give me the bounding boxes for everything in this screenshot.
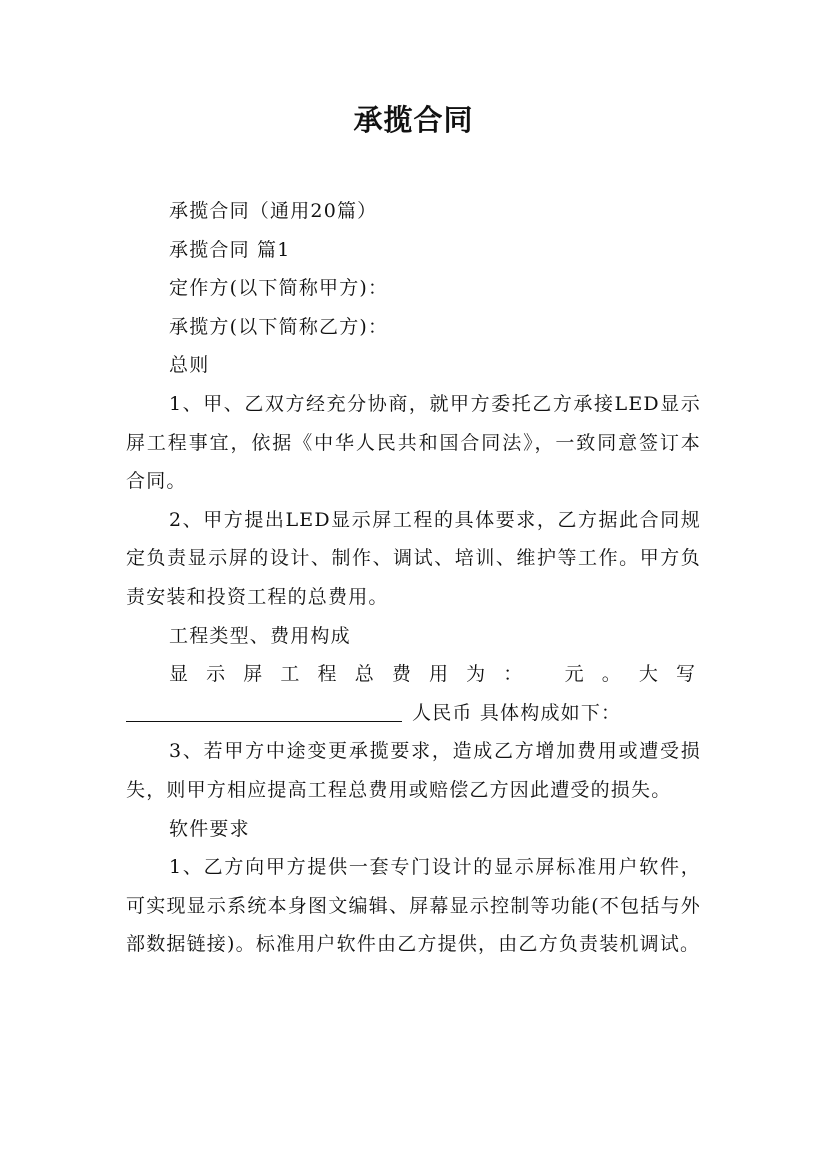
- paragraph-software-clause-1: 1、乙方向甲方提供一套专门设计的显示屏标准用户软件，可实现显示系统本身图文编辑、屏幕显示控制等功能(不包括与外部数据链接)。标准用户软件由乙方提供，由乙方负责装机调试。: [126, 856, 701, 956]
- paragraph-clause-1: 1、甲、乙双方经充分协商，就甲方委托乙方承接LED显示屏工程事宜，依据《中华人民共和国合同法》，一致同意签订本合同。: [126, 392, 701, 493]
- paragraph-heading: 承揽合同（通用20篇）: [169, 200, 378, 222]
- blank-fill-line: [126, 703, 402, 722]
- paragraph-clause-3: 3、若甲方中途变更承揽要求，造成乙方增加费用或遭受损失，则甲方相应提高工程总费用或赔偿乙方因此遭受的损失。: [126, 740, 701, 801]
- paragraph-project-cost-heading: 工程类型、费用构成: [169, 624, 351, 647]
- paragraph-software-heading: 软件要求: [169, 817, 250, 840]
- paragraph-section-title: 承揽合同 篇1: [169, 238, 291, 261]
- paragraph-general: 总则: [169, 354, 210, 377]
- rmb-text: 人民币 具体构成如下：: [412, 701, 622, 724]
- paragraph-party-a: 定作方(以下简称甲方)：: [169, 277, 389, 300]
- paragraph-clause-2: 2、甲方提出LED显示屏工程的具体要求，乙方据此合同规定负责显示屏的设计、制作、调试、培训、维护等工作。甲方负责安装和投资工程的总费用。: [126, 508, 701, 608]
- document-body: [126, 192, 701, 964]
- paragraph-party-b: 承揽方(以下简称乙方)：: [169, 315, 389, 338]
- paragraph-rmb-line: [126, 694, 701, 733]
- document-title: 承揽合同: [353, 103, 474, 137]
- paragraph-total-cost: 显示屏工程总费用为： 元。大写: [169, 663, 701, 686]
